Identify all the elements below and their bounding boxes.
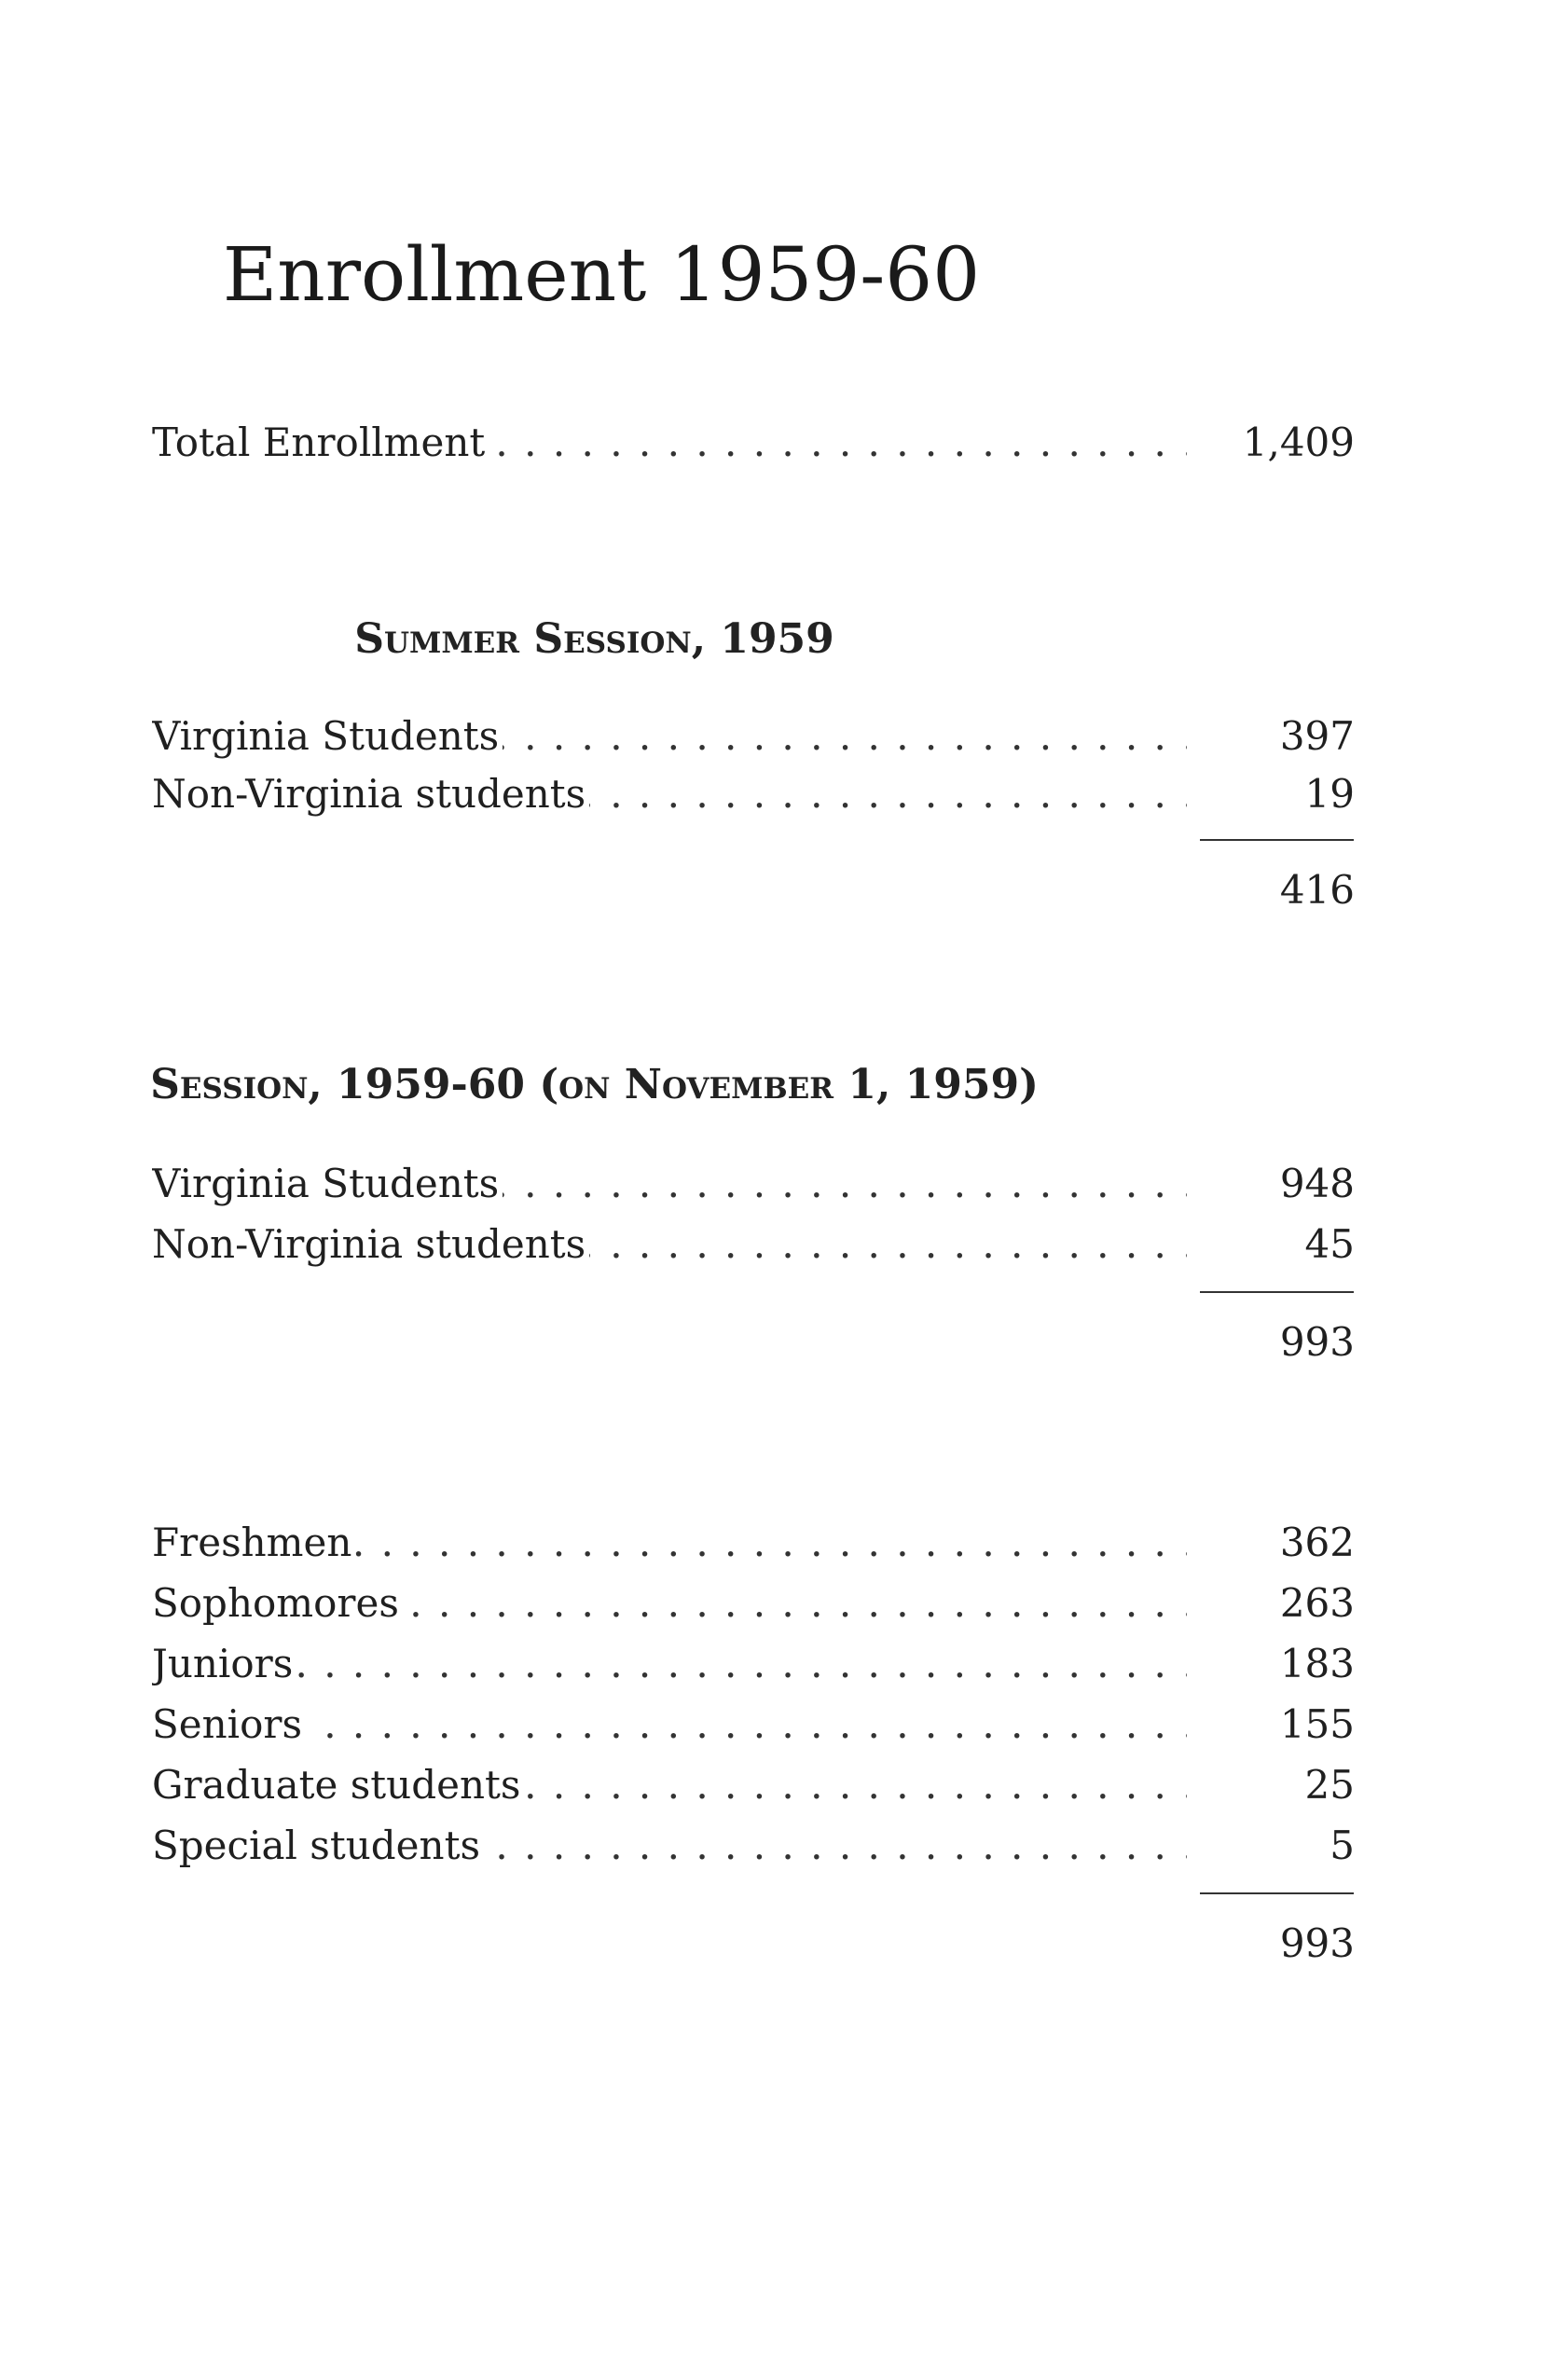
class-row-value: 5 bbox=[1329, 1823, 1355, 1868]
class-row bbox=[152, 1818, 1355, 1874]
summer-row-value: 397 bbox=[1279, 713, 1355, 759]
session-total-value: 993 bbox=[1279, 1319, 1355, 1365]
session-row-label: Virginia Students bbox=[152, 1161, 503, 1206]
summer-total-value: 416 bbox=[1279, 867, 1355, 913]
class-row-label: Freshmen bbox=[152, 1520, 355, 1565]
class-row-label: Seniors bbox=[152, 1701, 306, 1747]
class-row-label: Graduate students bbox=[152, 1762, 524, 1808]
summer-session-heading: Summer Session, 1959 bbox=[354, 615, 834, 663]
class-row bbox=[152, 1515, 1355, 1571]
session-row-value: 948 bbox=[1279, 1161, 1355, 1206]
summer-row-label: Non-Virginia students bbox=[152, 771, 589, 817]
class-row bbox=[152, 1757, 1355, 1813]
regular-session-heading: Session, 1959-60 (on November 1, 1959) bbox=[150, 1061, 1039, 1108]
class-row bbox=[152, 1575, 1355, 1631]
summer-row-label: Virginia Students bbox=[152, 713, 503, 759]
summer-row bbox=[152, 708, 1355, 764]
class-row bbox=[152, 1697, 1355, 1753]
summer-row-value: 19 bbox=[1304, 771, 1355, 817]
class-row-value: 362 bbox=[1279, 1520, 1355, 1565]
classes-total-value: 993 bbox=[1279, 1920, 1355, 1966]
page-title: Enrollment 1959-60 bbox=[222, 231, 981, 318]
session-row bbox=[152, 1156, 1355, 1212]
session-row bbox=[152, 1217, 1355, 1273]
class-row-value: 155 bbox=[1279, 1701, 1355, 1747]
classes-total-rule bbox=[1200, 1892, 1354, 1894]
class-row-value: 263 bbox=[1279, 1580, 1355, 1626]
session-row-value: 45 bbox=[1304, 1221, 1355, 1267]
class-row-value: 25 bbox=[1304, 1762, 1355, 1808]
total-enrollment-label: Total Enrollment bbox=[152, 420, 489, 465]
class-row-label: Juniors bbox=[152, 1641, 296, 1686]
class-row-label: Sophomores bbox=[152, 1580, 403, 1626]
summer-row bbox=[152, 766, 1355, 822]
class-row-value: 183 bbox=[1279, 1641, 1355, 1686]
summer-total-rule bbox=[1200, 839, 1354, 841]
session-total-rule bbox=[1200, 1291, 1354, 1293]
class-row bbox=[152, 1636, 1355, 1692]
session-row-label: Non-Virginia students bbox=[152, 1221, 589, 1267]
total-enrollment-row bbox=[152, 415, 1355, 471]
total-enrollment-value: 1,409 bbox=[1242, 420, 1355, 465]
class-row-label: Special students bbox=[152, 1823, 484, 1868]
